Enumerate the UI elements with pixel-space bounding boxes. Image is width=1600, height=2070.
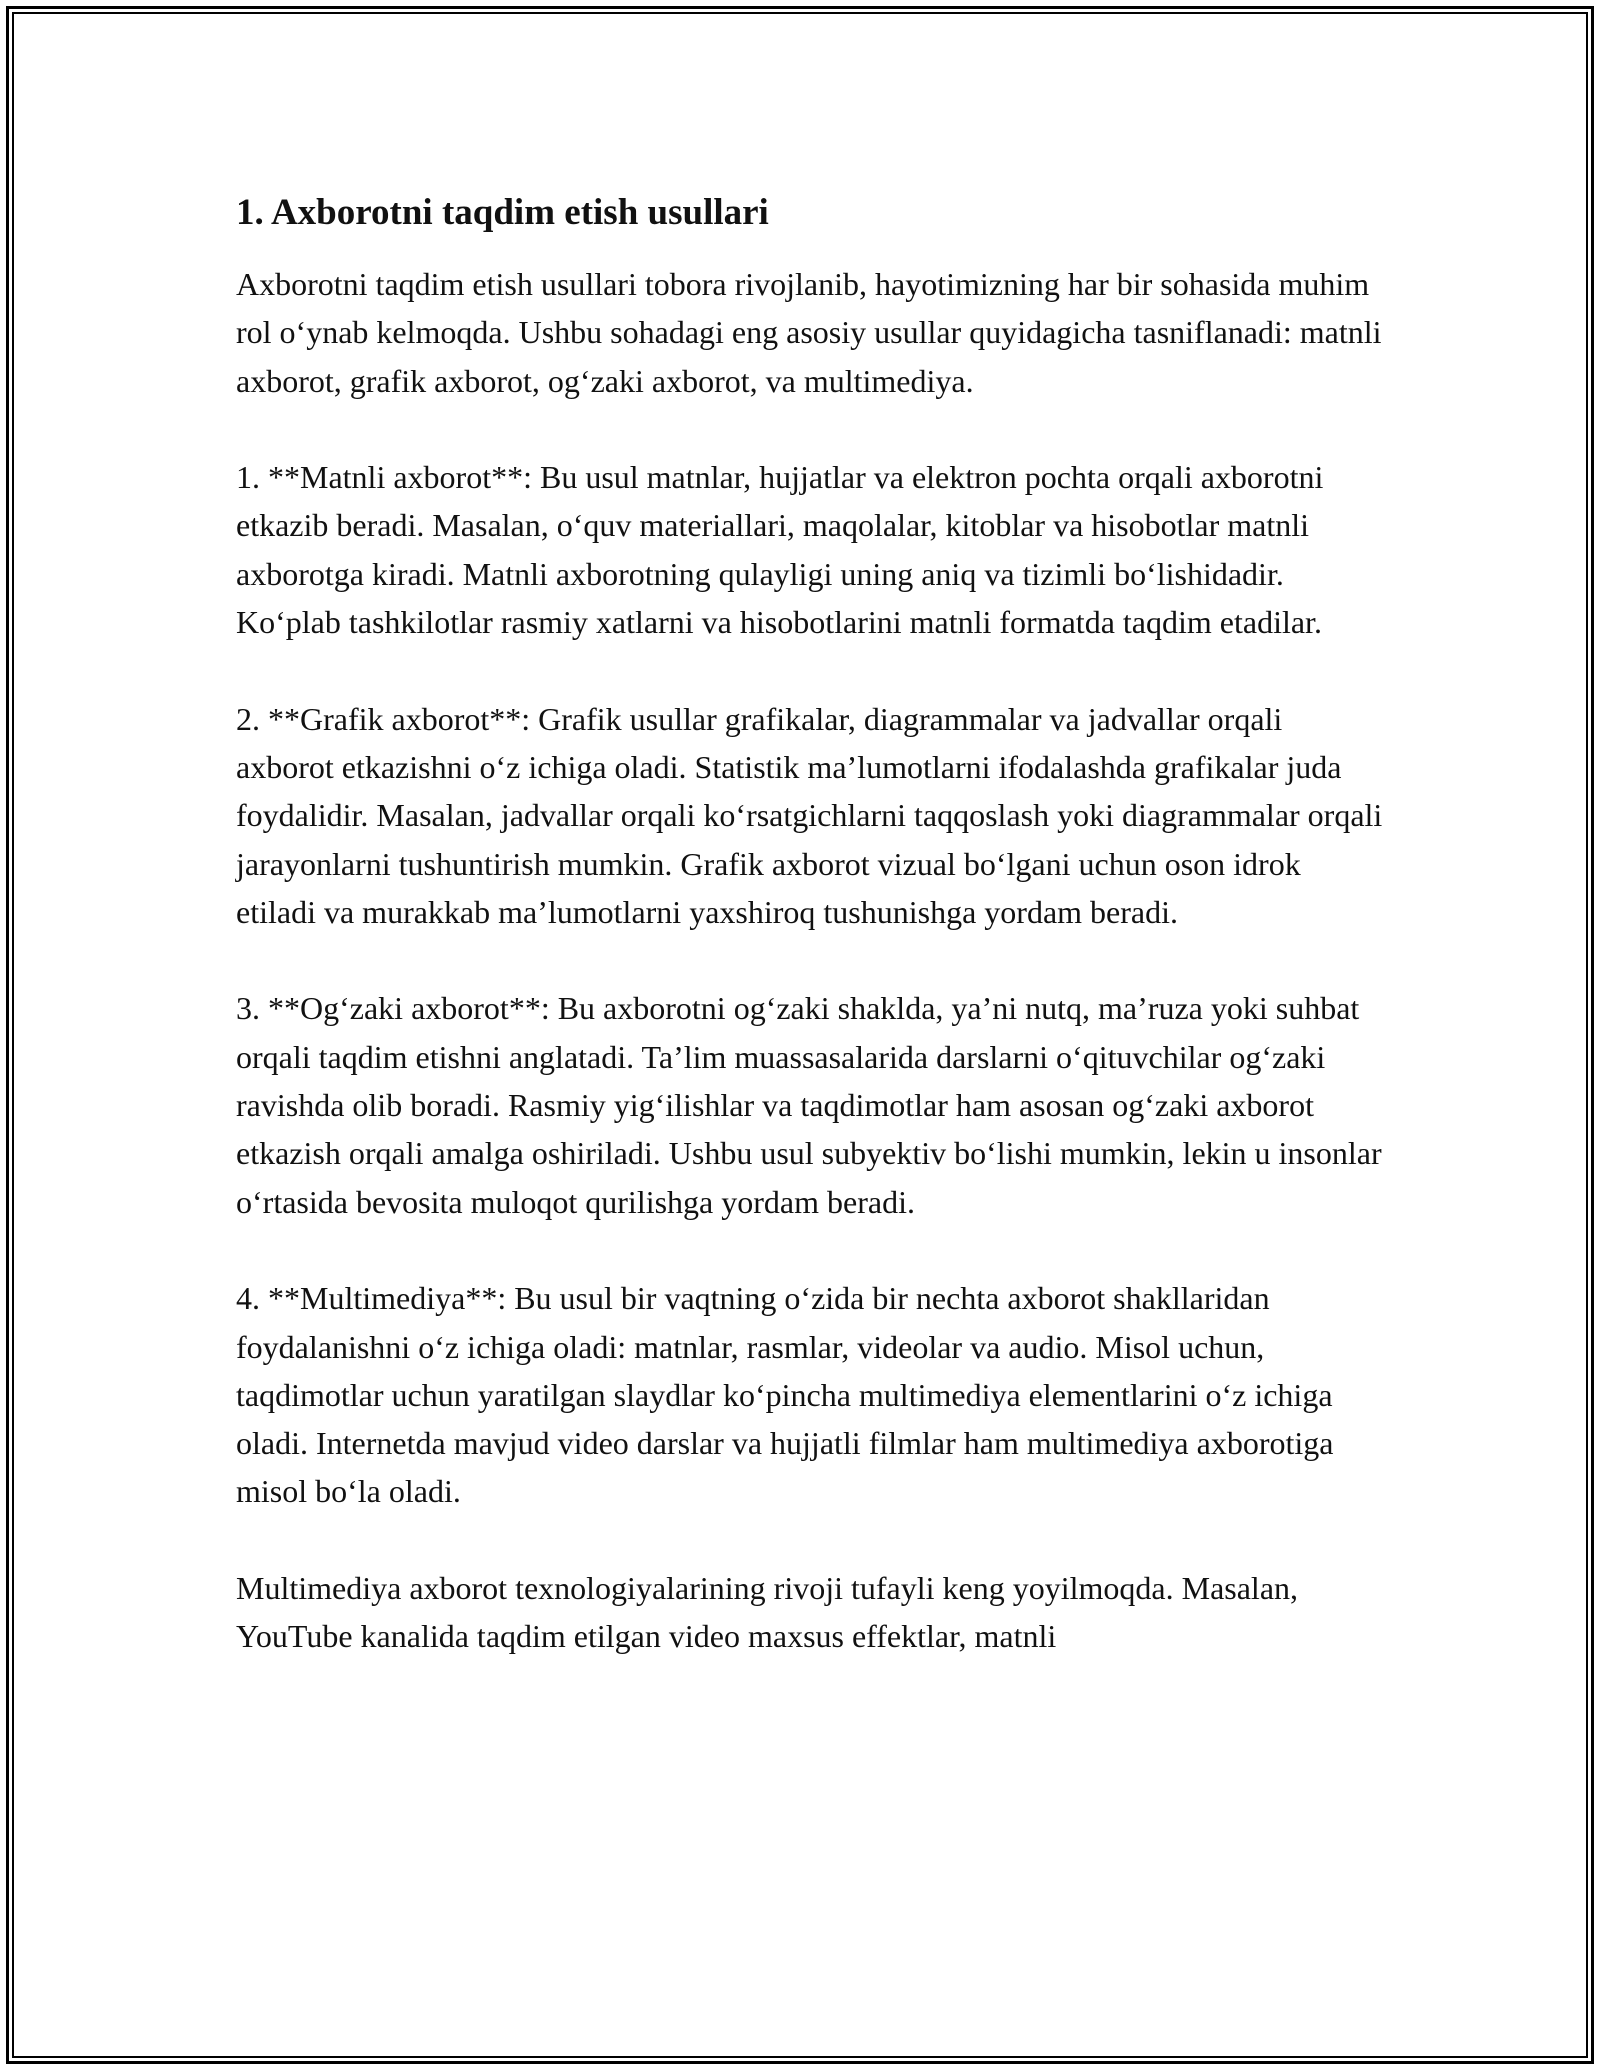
intro-paragraph: Axborotni taqdim etish usullari tobora rivojlanib, hayotimizning har bir sohasida muhim rol o‘ynab kelmoqda. Ushbu sohadagi eng asosiy usullar quyidagicha tasniflanadi: matnli axborot, grafik axborot, og‘zaki axborot, va multimediya. xyxy=(236,266,1382,399)
oral-info-paragraph: 3. **Og‘zaki axborot**: Bu axborotni og‘zaki shaklda, ya’ni nutq, ma’ruza yoki suhbat orqali taqdim etishni anglatadi. Ta’lim muassasalarida darslarni o‘qituvchilar og‘zaki ravishda olib boradi. Rasmiy yig‘ilishlar va taqdimotlar ham asosan og‘zaki axborot etkazish orqali amalga oshiriladi. Ushbu usul subyektiv bo‘lishi mumkin, lekin u insonlar o‘rtasida bevosita muloqot qurilishga yordam beradi. xyxy=(236,990,1382,1220)
document-body xyxy=(236,186,1386,1661)
closing-paragraph: Multimediya axborot texnologiyalarining rivoji tufayli keng yoyilmoqda. Masalan, YouTube kanalida taqdim etilgan video maxsus effektlar, matnli xyxy=(236,1570,1299,1655)
graphic-info-paragraph: 2. **Grafik axborot**: Grafik usullar grafikalar, diagrammalar va jadvallar orqali axborot etkazishni o‘z ichiga oladi. Statistik ma’lumotlarni ifodalashda grafikalar juda foydalidir. Masalan, jadvallar orqali ko‘rsatgichlarni taqqoslash yoki diagrammalar orqali jarayonlarni tushuntirish mumkin. Grafik axborot vizual bo‘lgani uchun oson idrok etiladi va murakkab ma’lumotlarni yaxshiroq tushunishga yordam beradi. xyxy=(236,700,1383,930)
section-heading: 1. Axborotni taqdim etish usullari xyxy=(236,192,769,233)
multimedia-paragraph: 4. **Multimediya**: Bu usul bir vaqtning o‘zida bir nechta axborot shakllaridan foydalanishni o‘z ichiga oladi: matnlar, rasmlar, videolar va audio. Misol uchun, taqdimotlar uchun yaratilgan slaydlar ko‘pincha multimediya elementlarini o‘z ichiga oladi. Internetda mavjud video darslar va hujjatli filmlar ham multimediya axborotiga misol bo‘la oladi. xyxy=(236,1280,1334,1510)
text-info-paragraph: 1. **Matnli axborot**: Bu usul matnlar, hujjatlar va elektron pochta orqali axborotni etkazib beradi. Masalan, o‘quv materiallari, maqolalar, kitoblar va hisobotlar matnli axborotga kiradi. Matnli axborotning qulayligi uning aniq va tizimli bo‘lishidadir. Ko‘plab tashkilotlar rasmiy xatlarni va hisobotlarini matnli formatda taqdim etadilar. xyxy=(236,459,1324,641)
